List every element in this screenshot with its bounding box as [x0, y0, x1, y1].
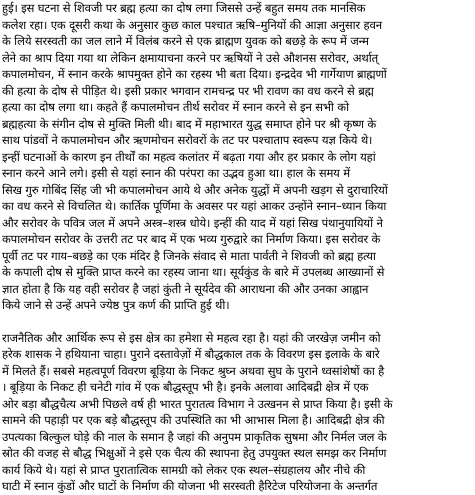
text-line: ओर बड़ा बौद्धचैत्य अभी पिछले वर्ष ही भारत पुरातत्व विभाग ने उत्खनन से प्राप्त किया है। इसी के [2, 396, 393, 411]
text-line: कपालमोचन सरोवर के उत्तरी तट पर बाद में एक भव्य गुरुद्वारे का निर्माण किया। इस सरोवर के [2, 232, 381, 246]
text-line: स्नान करने आने लगे। इसी से यहां स्नान की परंपरा का उद्भव हुआ था। हाल के समय में [2, 166, 350, 180]
text-line: । बूड़िया के निकट ही चनेटी गांव में एक बौद्धस्तूप भी है। इनके अलावा आदिबद्री क्षेत्र में एक [2, 380, 369, 394]
text-line: कलेश रहा। एक दूसरी कथा के अनुसार कुछ काल पश्चात ऋषि–मुनियों की आज्ञा अनुसार हवन [2, 17, 382, 32]
text-line: हुई। इस घटना से शिवजी पर ब्रह्म हत्या का दोष लगा जिससे उन्हें बहुत समय तक मानसिक [2, 1, 366, 15]
text-line: इन्हीं घटनाओं के कारण इन तीर्थों का महत्व कलांतर में बढ़ता गया और हर प्रकार के लोग यहां [2, 149, 376, 164]
text-line: के लिये सरस्वती का जल लाने में विलंब करने से एक ब्राह्मण युवक को बछड़े के रूप में जन्म [2, 34, 369, 48]
text-line: की हत्या के दोष से पीड़ित थे। इसी प्रकार भगवान रामचन्द्र पर भी रावण का वध करने से ब्रह्म [2, 83, 374, 98]
text-line: और सरोवर के पवित्र जल में अपने अस्त्र–शस्त्र धोये। इन्हीं की याद में यहां सिख पंथानुयायियों ने [2, 215, 383, 230]
text-line: ब्रह्महत्या के संगीन दोष से मुक्ति मिली थी। बाद में महाभारत युद्ध समाप्त होने पर श्री कृष्ण के [2, 116, 377, 131]
text-line: घाटी में स्नान कुंडों और घाटों के निर्माण की योजना भी सरस्वती हैरिटेज परियोजना के अन्तर्गत [2, 479, 378, 493]
text-line: सामने की पहाड़ी पर एक बड़े बौद्धस्तूप की उपस्थिति का भी आभास मिला है। आदिबद्री क्षेत्र की [2, 413, 385, 427]
paragraph-political-history [2, 330, 471, 495]
text-line: ज्ञात होता है कि यह वही सरोवर है जहां कुंती ने सूर्यदेव की आराधना की और उनका आह्वान [2, 281, 369, 296]
text-line: हरेक शासक ने हथियाना चाहा। पुराने दस्तावेज़ों में बौद्धकाल तक के विवरण इस इलाके के बारे [2, 347, 380, 361]
text-line: हत्या का दोष लगा था। कहते हैं कपालमोचन तीर्थ सरोवर में स्नान करने से इन सभी को [2, 100, 349, 114]
paragraph-kapalmochan-legends [2, 0, 471, 314]
text-line: का वध करने से विचलित थे। कार्तिक पूर्णिमा के अवसर पर यहां आकर उन्होंने स्नान–ध्यान किया [2, 199, 387, 213]
text-line: कार्य किये थे। यहां से प्राप्त पुरातात्विक सामग्री को लेकर एक स्थल–संग्रहालय और नीचे की [2, 462, 366, 477]
text-line: साथ पांडवों ने कपालमोचन और ऋणमोचन सरोवरों के तट पर पश्चाताप स्वरूप यज्ञ किये थे। [2, 133, 373, 147]
text-line: स्रोत की वजह से बौद्ध भिक्षुओं ने इसे एक चैत्य की स्थापना हेतु उपयुक्त स्थल समझ कर निर्माण [2, 446, 387, 460]
text-line: के कपाली दोष से मुक्ति प्राप्त करने का रहस्य जाना था। सूर्यकुंड के बारे में उपलब्ध आख्यानों से [2, 265, 385, 279]
paragraph-spacer [2, 314, 471, 330]
text-line: सिख गुरु गोबिंद सिंह जी भी कपालमोचन आये थे और अनेक युद्धों में अपनी खड़ग से दुराचारियों [2, 182, 388, 197]
text-line: राजनैतिक और आर्थिक रूप से इस क्षेत्र का हमेशा से महत्व रहा है। यहां की जरखेज़ जमीन को [2, 330, 381, 345]
text-line: लेने का श्राप दिया गया था लेकिन क्षमायाचना करने पर ऋषियों ने उसे औशनस सरोवर, अर्थात् [2, 50, 378, 65]
text-line: कपालमोचन, में स्नान करके श्रापमुक्त होने का रहस्य भी बता दिया। इन्द्रदेव भी गार्गेयाण ब्राह्मणों [2, 67, 387, 81]
text-line: पूर्वी तट पर गाय–बछड़े का एक मंदिर है जिनके संवाद से माता पार्वती ने शिवजी को ब्रह्म हत्या [2, 248, 376, 263]
text-line: उपत्यका बिल्कुल घोड़े की नाल के समान है जहां की अनुपम प्राकृतिक सुषमा और निर्मल जल के [2, 429, 387, 444]
text-line: में मिलते हैं। सबसे महत्वपूर्ण विवरण बूड़िया के निकट श्रुघ्न अथवा सुघ के पुराने ध्वसांशेषों का है [2, 363, 385, 378]
text-line: किये जाने से उन्हें अपने ज्येष्ठ पुत्र कर्ण की प्राप्ति हुई थी। [2, 298, 230, 312]
